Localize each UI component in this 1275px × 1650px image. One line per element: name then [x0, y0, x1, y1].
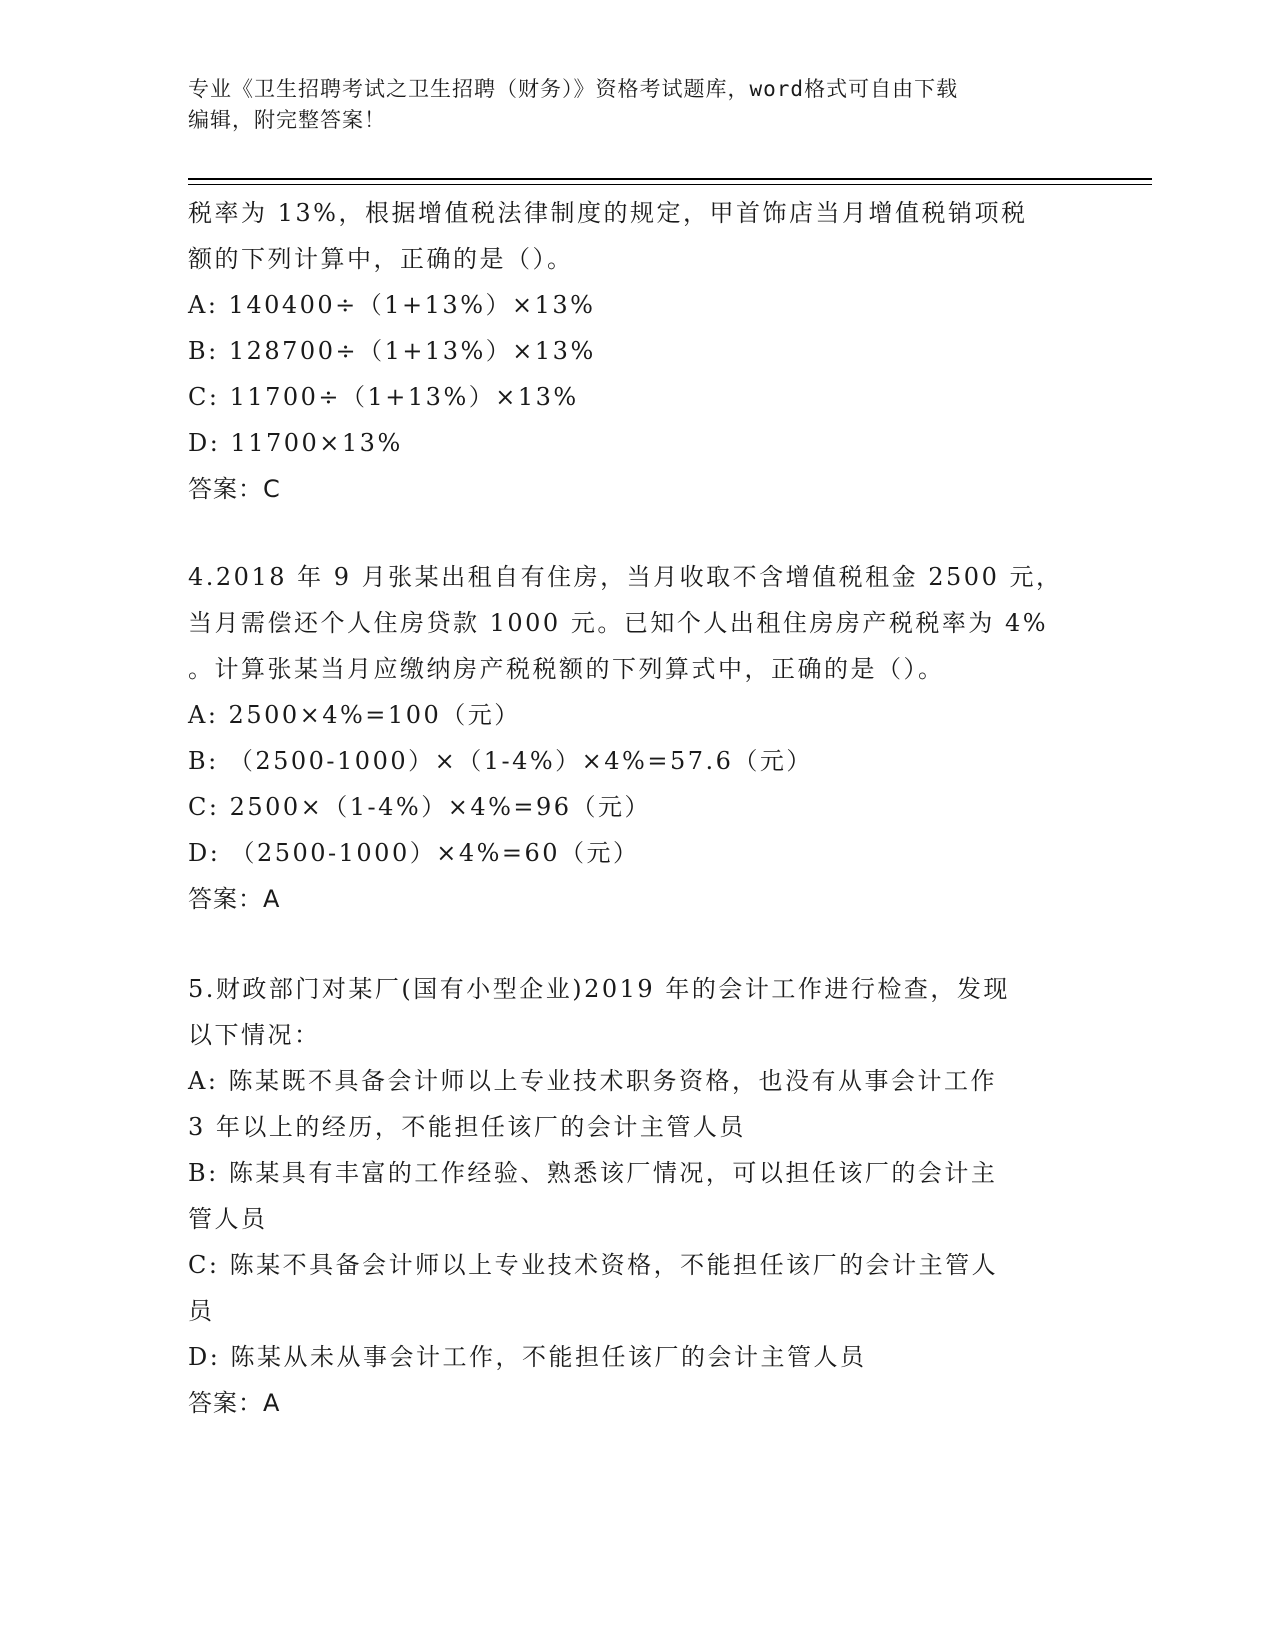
option-b-continued: 管人员 — [188, 1205, 268, 1233]
question-stem-line: 以下情况： — [188, 1021, 321, 1049]
document-header — [188, 74, 1088, 136]
option-d: D: （2500-1000）×4%=60（元） — [188, 839, 640, 867]
option-c-continued: 员 — [188, 1297, 215, 1325]
question-stem-line: 当月需偿还个人住房贷款 1000 元。已知个人出租住房房产税税率为 4% — [188, 609, 1049, 637]
option-b: B: （2500-1000）×（1-4%）×4%=57.6（元） — [188, 747, 813, 775]
option-d: D: 陈某从未从事会计工作，不能担任该厂的会计主管人员 — [188, 1343, 867, 1371]
answer: 答案：C — [188, 475, 281, 503]
option-a: A: 2500×4%=100（元） — [188, 701, 521, 729]
question-content — [188, 190, 1088, 1426]
option-c: C: 2500×（1-4%）×4%=96（元） — [188, 793, 652, 821]
question-stem-line: 。计算张某当月应缴纳房产税税额的下列算式中，正确的是（）。 — [188, 655, 945, 683]
question-5 — [188, 966, 1088, 1426]
question-3 — [188, 190, 1088, 512]
option-a-continued: 3 年以上的经历，不能担任该厂的会计主管人员 — [188, 1113, 746, 1141]
option-b: B: 陈某具有丰富的工作经验、熟悉该厂情况，可以担任该厂的会计主 — [188, 1159, 998, 1187]
question-stem-line: 5.财政部门对某厂(国有小型企业)2019 年的会计工作进行检查，发现 — [188, 975, 1010, 1003]
header-line-1: 专业《卫生招聘考试之卫生招聘（财务）》资格考试题库，word格式可自由下载 — [188, 77, 959, 101]
option-c: C: 陈某不具备会计师以上专业技术资格，不能担任该厂的会计主管人 — [188, 1251, 999, 1279]
spacer — [188, 922, 1088, 966]
option-c: C: 11700÷（1+13%）×13% — [188, 383, 579, 411]
question-stem-line: 4.2018 年 9 月张某出租自有住房，当月收取不含增值税租金 2500 元， — [188, 563, 1063, 591]
spacer — [188, 512, 1088, 554]
answer: 答案：A — [188, 1389, 281, 1417]
option-a: A: 陈某既不具备会计师以上专业技术职务资格，也没有从事会计工作 — [188, 1067, 998, 1095]
option-b: B: 128700÷（1+13%）×13% — [188, 337, 596, 365]
option-d: D: 11700×13% — [188, 429, 403, 457]
header-divider-thin — [188, 184, 1152, 185]
question-4 — [188, 554, 1088, 922]
header-divider-thick — [188, 178, 1152, 180]
option-a: A: 140400÷（1+13%）×13% — [188, 291, 596, 319]
header-line-2: 编辑，附完整答案！ — [188, 108, 386, 132]
question-stem-line: 税率为 13%，根据增值税法律制度的规定，甲首饰店当月增值税销项税 — [188, 199, 1028, 227]
answer: 答案：A — [188, 885, 281, 913]
question-stem-line: 额的下列计算中，正确的是（）。 — [188, 245, 574, 273]
